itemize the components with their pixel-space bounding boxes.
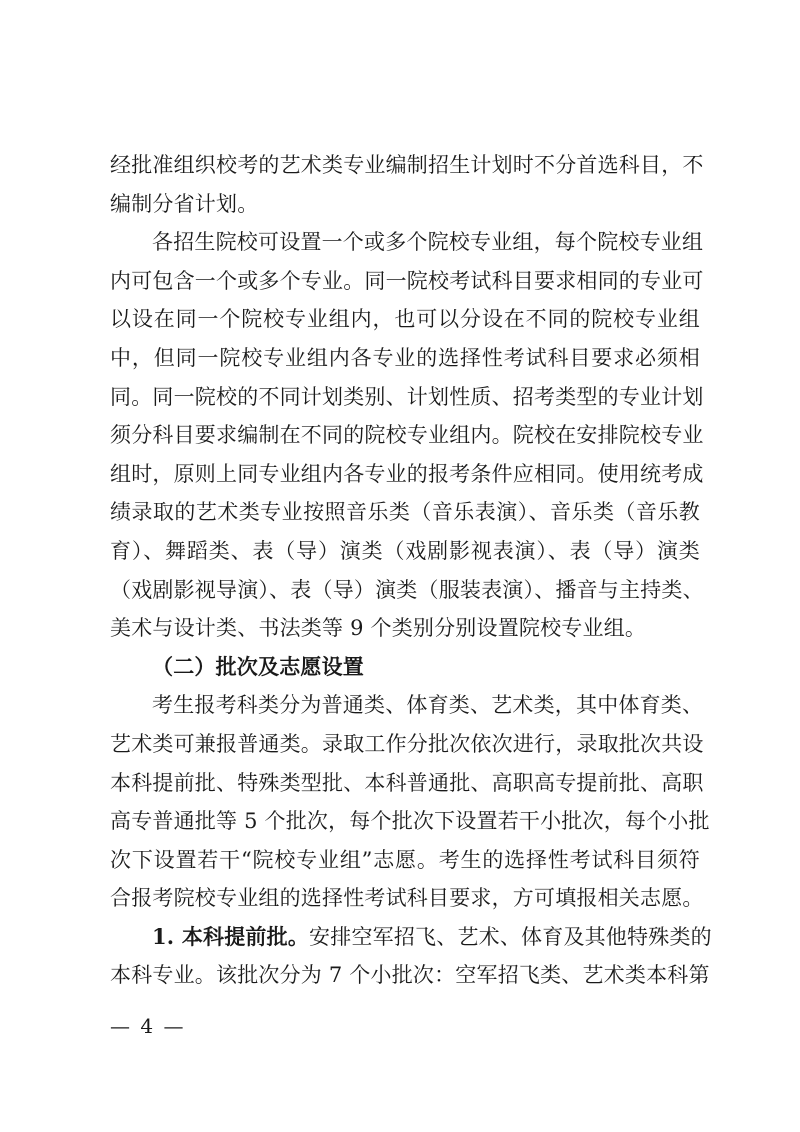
text-line: 编制分省计划。 — [110, 191, 259, 216]
section-heading: （二）批次及志愿设置 — [152, 653, 364, 679]
item-lead: 1. 本科提前批。 — [152, 923, 310, 949]
body-text — [110, 146, 712, 995]
text-line: 本科提前批、特殊类型批、本科普通批、高职高专提前批、高职 — [110, 770, 704, 795]
page-number: — 4 — — [110, 1014, 186, 1038]
text-line: 合报考院校专业组的选择性考试科目要求，方可填报相关志愿。 — [110, 886, 704, 911]
text-line: 绩录取的艺术类专业按照音乐类（音乐表演）、音乐类（音乐教 — [110, 500, 700, 525]
text-line: 艺术类可兼报普通类。录取工作分批次依次进行，录取批次共设 — [110, 731, 704, 756]
text-line: 各招生院校可设置一个或多个院校专业组，每个院校专业组 — [152, 230, 704, 255]
text-line: 经批准组织校考的艺术类专业编制招生计划时不分首选科目，不 — [110, 153, 704, 177]
text-line: 本科专业。该批次分为 7 个小批次：空军招飞类、艺术类本科第 — [110, 963, 710, 988]
text-line: 高专普通批等 5 个批次，每个批次下设置若干小批次，每个小批 — [110, 809, 710, 834]
text-line: 次下设置若干“院校专业组”志愿。考生的选择性考试科目须符 — [110, 847, 700, 872]
item-text: 安排空军招飞、艺术、体育及其他特殊类的 — [309, 924, 712, 949]
text-line: 以设在同一个院校专业组内，也可以分设在不同的院校专业组 — [110, 307, 700, 332]
text-line: 育）、舞蹈类、表（导）演类（戏剧影视表演）、表（导）演类 — [110, 538, 700, 563]
text-line: 同。同一院校的不同计划类别、计划性质、招考类型的专业计划 — [110, 384, 704, 409]
text-line: 中，但同一院校专业组内各专业的选择性考试科目要求必须相 — [110, 345, 700, 370]
text-line: （戏剧影视导演）、表（导）演类（服装表演）、播音与主持类、 — [110, 577, 704, 602]
text-line — [110, 918, 712, 957]
text-line: 内可包含一个或多个专业。同一院校考试科目要求相同的专业可 — [110, 268, 704, 293]
text-line: 美术与设计类、书法类等 9 个类别分别设置院校专业组。 — [110, 616, 647, 641]
text-line: 考生报考科类分为普通类、体育类、艺术类，其中体育类、 — [152, 693, 704, 718]
text-line: 组时，原则上同专业组内各专业的报考条件应相同。使用统考成 — [110, 461, 704, 486]
text-line: 须分科目要求编制在不同的院校专业组内。院校在安排院校专业 — [110, 423, 704, 448]
